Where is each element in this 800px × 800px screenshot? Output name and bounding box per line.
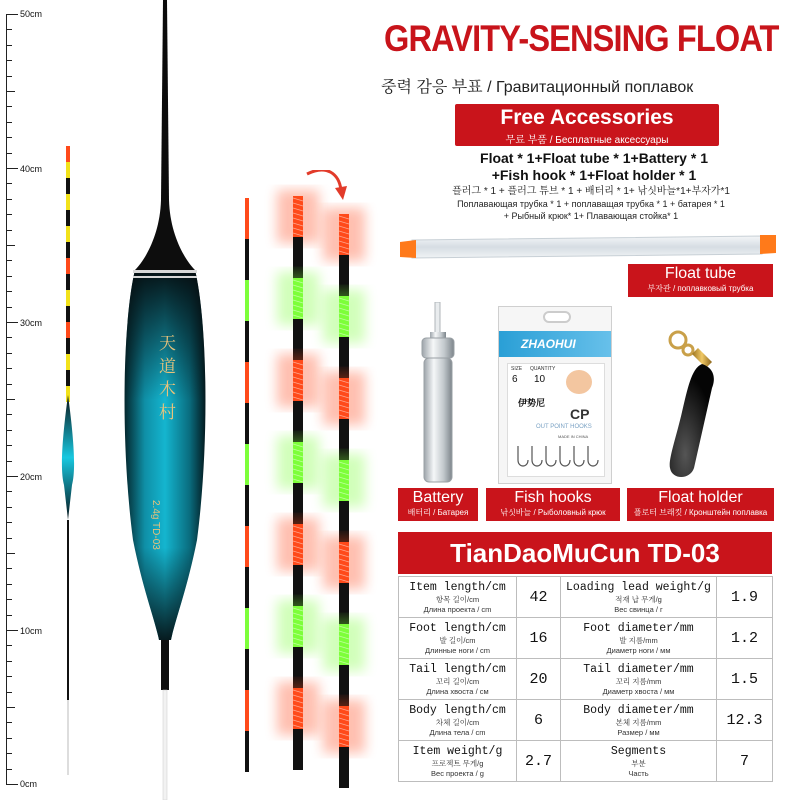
- tip-segment: [245, 444, 249, 485]
- ruler-tick: [6, 137, 12, 138]
- tip-segment: [293, 565, 303, 606]
- float-tube-label-text: Float tube: [664, 265, 737, 282]
- spec-value: 1.2: [730, 630, 758, 647]
- spec-label-ru: Часть: [628, 768, 649, 778]
- pack-size-label: SIZE: [511, 366, 523, 372]
- spec-label-ru: Размер / мм: [617, 727, 660, 737]
- float-body: [62, 395, 74, 520]
- spec-label-en: Item weight/g: [412, 744, 503, 758]
- spec-label-right: [561, 577, 717, 618]
- spec-row: [399, 618, 773, 659]
- float-ring: [133, 270, 197, 273]
- tip-segment: [66, 210, 70, 226]
- spec-value: 1.5: [730, 671, 758, 688]
- tip-segment: [293, 647, 303, 688]
- ruler-tick: [6, 507, 12, 508]
- float-tube-sublabel: 부자관 / поплавковый трубка: [647, 284, 754, 293]
- ruler-tick: [6, 183, 12, 184]
- tip-segment: [339, 747, 349, 788]
- spec-label-left: [399, 659, 517, 700]
- pack-header: [499, 331, 611, 357]
- tip-segment: [245, 526, 249, 567]
- rotation-arrow-head: [335, 186, 347, 200]
- spec-value: 7: [739, 753, 749, 770]
- tip-segment: [66, 194, 70, 210]
- pack-made-in: MADE IN CHINA: [558, 434, 589, 439]
- tip-segment: [245, 198, 249, 239]
- spec-row: [399, 659, 773, 700]
- spec-label-ko: 발 지름/mm: [619, 635, 658, 645]
- float-holder-image: [662, 328, 722, 482]
- tip-segment: [245, 403, 249, 444]
- accessories-list-en: [449, 150, 739, 184]
- spec-label-left: [399, 741, 517, 782]
- ruler-tick: [6, 337, 12, 338]
- pack-quantity-value: 10: [534, 374, 546, 385]
- pack-cp-text: CP: [570, 406, 590, 422]
- ruler-tick: [6, 291, 12, 292]
- spec-value: 16: [529, 630, 548, 647]
- pack-brand: ZHAOHUI: [521, 337, 576, 351]
- spec-value: 20: [529, 671, 548, 688]
- accessories-list-ru-line2: + Рыбный крюк* 1+ Плавающая стойка* 1: [503, 211, 679, 221]
- ruler-tick: [6, 91, 15, 92]
- ruler-tick: [6, 661, 12, 662]
- float-holder-label-text: Float holder: [658, 489, 743, 506]
- ruler-tick: [6, 368, 12, 369]
- ruler-tick: [6, 399, 15, 400]
- ruler-tick: [6, 445, 12, 446]
- spec-label-en: Body diameter/mm: [583, 703, 694, 717]
- ruler-tick: [6, 753, 12, 754]
- ruler-tick: [6, 676, 12, 677]
- ruler-tick: [6, 491, 12, 492]
- battery-sublabel: 배터리 / Батарея: [407, 508, 469, 517]
- full-float-image: [50, 140, 90, 790]
- spec-label-ko: 꼬리 길이/cm: [435, 676, 480, 686]
- pack-card: [507, 363, 605, 477]
- tip-segment: [245, 362, 249, 403]
- spec-value: 2.7: [524, 753, 552, 770]
- tip-segment: [66, 162, 70, 178]
- spec-label-ru: Длина проекта / cm: [423, 604, 492, 614]
- ruler-tick: [6, 784, 18, 785]
- spec-row: [399, 577, 773, 618]
- tip-segment: [293, 319, 303, 360]
- tip-segment: [245, 239, 249, 280]
- ruler-tick: [6, 553, 15, 554]
- ruler-tick: [6, 199, 12, 200]
- tip-segment: [66, 338, 70, 354]
- product-title: GRAVITY-SENSING FLOAT: [384, 18, 779, 59]
- spec-label-left: [399, 577, 517, 618]
- ruler-tick: [6, 692, 12, 693]
- spec-label-ko: 발 길이/cm: [439, 635, 476, 645]
- ruler-tick: [6, 14, 18, 15]
- spec-value-right: [717, 577, 773, 618]
- ruler-label-50: 50cm: [20, 9, 43, 19]
- spec-value-left: [517, 700, 561, 741]
- spec-value: 1.9: [730, 589, 758, 606]
- accessories-list-en-line2: +Fish hook * 1+Float holder * 1: [491, 167, 697, 183]
- tip-segment: [245, 731, 249, 772]
- spec-label-ko: 차체 길이/cm: [435, 717, 480, 727]
- float-foot-tip: [67, 700, 69, 775]
- ruler-tick: [6, 153, 12, 154]
- tip-segment: [66, 354, 70, 370]
- spec-label-ko: 부분: [631, 758, 646, 768]
- spec-table-title: TianDaoMuCun TD-03: [398, 532, 772, 574]
- spec-value-left: [517, 741, 561, 782]
- tip-segment: [66, 226, 70, 242]
- hang-hole: [543, 311, 571, 323]
- tip-segment: [339, 337, 349, 378]
- fish-hooks-label: [486, 488, 620, 521]
- spec-label-en: Item length/cm: [409, 580, 506, 594]
- spec-value-right: [717, 659, 773, 700]
- spec-table: [398, 576, 773, 782]
- tip-segment: [339, 501, 349, 542]
- tip-segments: [245, 190, 365, 788]
- tip-segment: [66, 178, 70, 194]
- ruler-tick: [6, 538, 12, 539]
- spec-label-right: [561, 618, 717, 659]
- float-foot-closeup: [161, 640, 169, 690]
- ruler-label-30: 30cm: [20, 318, 43, 328]
- accessories-list-ko: 플러그 * 1 + 플러그 튜브 * 1 + 배터리 * 1+ 낚싯바늘*1+부자가*1: [452, 186, 730, 197]
- ruler-tick: [6, 322, 18, 323]
- ruler-label-20: 20cm: [20, 472, 43, 482]
- float-tail-stem: [161, 0, 169, 200]
- spec-value-right: [717, 618, 773, 659]
- tip-segment: [245, 690, 249, 731]
- tip-segment: [293, 729, 303, 770]
- tip-segment: [339, 583, 349, 624]
- spec-label-right: [561, 659, 717, 700]
- spec-label-right: [561, 741, 717, 782]
- ruler-tick: [6, 615, 12, 616]
- tip-segment: [66, 322, 70, 338]
- tip-segment: [245, 280, 249, 321]
- tip-segment: [66, 306, 70, 322]
- tip-segment: [339, 255, 349, 296]
- ruler-tick: [6, 414, 12, 415]
- fish-hooks-sublabel: 낚싯바늘 / Рыболовный крюк: [500, 508, 606, 517]
- fish-hooks-pack: [498, 306, 612, 484]
- spec-label-ko: 적재 납 무게/g: [615, 594, 662, 604]
- spec-label-ko: 꼬리 지름/mm: [615, 676, 662, 686]
- float-model-text: 2.4g TD-03: [150, 500, 161, 550]
- ruler-tick: [6, 461, 12, 462]
- accessories-list-ko-ru: [421, 186, 761, 222]
- tip-glow-illustration: [235, 170, 380, 800]
- accessories-list-en-line1: Float * 1+Float tube * 1+Battery * 1: [480, 150, 708, 166]
- spec-label-left: [399, 618, 517, 659]
- tip-segment: [339, 665, 349, 706]
- spec-label-en: Tail diameter/mm: [583, 662, 694, 676]
- pack-quantity-label: QUANTITY: [530, 366, 556, 372]
- ruler-tick: [6, 722, 12, 723]
- float-tube-image: [398, 234, 778, 262]
- spec-value-right: [717, 741, 773, 782]
- spec-row: [399, 700, 773, 741]
- pack-fish-logo-icon: [566, 370, 592, 394]
- tip-segment: [66, 258, 70, 274]
- free-accessories-banner: [455, 104, 719, 146]
- ruler-tick: [6, 645, 12, 646]
- tip-segment: [245, 321, 249, 362]
- battery-image: [418, 302, 458, 484]
- ruler-tick: [6, 245, 15, 246]
- spec-label-ru: Вес проекта / g: [431, 768, 484, 778]
- tip-segment: [245, 608, 249, 649]
- ruler-label-10: 10cm: [20, 626, 43, 636]
- spec-label-en: Foot length/cm: [409, 621, 506, 635]
- ruler-tick: [6, 584, 12, 585]
- product-subtitle: 중력 감응 부표 / Гравитационный поплавок: [381, 79, 694, 96]
- float-neck: [135, 200, 195, 270]
- float-closeup-image: [105, 0, 235, 800]
- tip-segment: [245, 649, 249, 690]
- ruler-tick: [6, 707, 15, 708]
- ruler-tick: [6, 76, 12, 77]
- ruler-tick: [6, 45, 12, 46]
- fish-hooks-label-text: Fish hooks: [514, 489, 592, 506]
- pack-size-value: 6: [512, 374, 518, 385]
- spec-label-en: Foot diameter/mm: [583, 621, 694, 635]
- spec-label-ru: Длина тела / cm: [429, 727, 486, 737]
- ruler-tick: [6, 476, 18, 477]
- spec-label-right: [561, 700, 717, 741]
- ruler-tick: [6, 769, 12, 770]
- ruler-tick: [6, 307, 12, 308]
- spec-label-en: Body length/cm: [409, 703, 506, 717]
- spec-label-ko: 항목 길이/cm: [435, 594, 480, 604]
- ruler-tick: [6, 214, 12, 215]
- rotation-arrow: [307, 170, 341, 190]
- float-brand-text: 天道木村: [155, 334, 175, 426]
- float-tip-segments: [66, 146, 70, 402]
- ruler-tick: [6, 384, 12, 385]
- ruler-tick: [6, 276, 12, 277]
- spec-value-right: [717, 700, 773, 741]
- ruler-label-40: 40cm: [20, 164, 43, 174]
- spec-value-left: [517, 618, 561, 659]
- tip-segment: [66, 274, 70, 290]
- pack-hook-name: 伊势尼: [518, 398, 546, 408]
- tip-segment: [339, 419, 349, 460]
- ruler-tick: [6, 353, 12, 354]
- tip-segment: [293, 483, 303, 524]
- spec-label-en: Segments: [610, 744, 667, 758]
- ruler-tick: [6, 260, 12, 261]
- spec-label-ru: Вес свинца / г: [614, 604, 663, 614]
- pack-subtitle: OUT POINT HOOKS: [536, 424, 592, 430]
- spec-label-en: Loading lead weight/g: [566, 580, 711, 594]
- ruler-label-0: 0cm: [20, 779, 38, 789]
- float-holder-label: [627, 488, 774, 521]
- spec-label-ru: Диаметр хвоста / мм: [602, 686, 675, 696]
- float-tube-label: [628, 264, 773, 297]
- accessories-list-ru-line1: Поплавающая трубка * 1 + поплаващая трубка * 1 + батарея * 1: [457, 199, 725, 209]
- tip-segment: [293, 237, 303, 278]
- ruler-tick: [6, 630, 18, 631]
- spec-label-en: Tail length/cm: [409, 662, 506, 676]
- ruler-tick: [6, 168, 18, 169]
- tip-segment: [245, 567, 249, 608]
- ruler-tick: [6, 599, 12, 600]
- spec-value: 42: [529, 589, 548, 606]
- ruler-tick: [6, 230, 12, 231]
- spec-value: 12.3: [726, 712, 763, 729]
- tip-segment: [293, 401, 303, 442]
- ruler-tick: [6, 522, 12, 523]
- ruler-tick: [6, 568, 12, 569]
- hooks-icon: [512, 442, 600, 472]
- ruler-tick: [6, 60, 12, 61]
- spec-label-ru: Диаметр ноги / мм: [606, 645, 671, 655]
- battery-label-text: Battery: [412, 489, 464, 506]
- tip-segment: [66, 146, 70, 162]
- float-holder-sublabel: 플로터 브래킷 / Кронштейн поплавка: [633, 508, 768, 517]
- tip-segment: [245, 485, 249, 526]
- free-accessories-subtitle: 무료 부품 / Бесплатные аксессуары: [505, 135, 669, 146]
- spec-label-ru: Длинные ноги / cm: [424, 645, 491, 655]
- ruler-tick: [6, 106, 12, 107]
- spec-label-ko: 본체 지름/mm: [615, 717, 662, 727]
- spec-label-left: [399, 700, 517, 741]
- ruler-tick: [6, 122, 12, 123]
- spec-value-left: [517, 577, 561, 618]
- tip-segment: [66, 370, 70, 386]
- spec-label-ko: 프로젝트 무게/g: [431, 758, 484, 768]
- spec-value: 6: [533, 712, 543, 729]
- ruler-tick: [6, 430, 12, 431]
- battery-label: [398, 488, 478, 521]
- ruler-tick: [6, 738, 12, 739]
- free-accessories-title: Free Accessories: [500, 106, 674, 129]
- tip-segment: [66, 290, 70, 306]
- ruler-tick: [6, 29, 12, 30]
- spec-label-ru: Длина хвоста / см: [426, 686, 489, 696]
- spec-value-left: [517, 659, 561, 700]
- tip-segment: [66, 242, 70, 258]
- spec-row: [399, 741, 773, 782]
